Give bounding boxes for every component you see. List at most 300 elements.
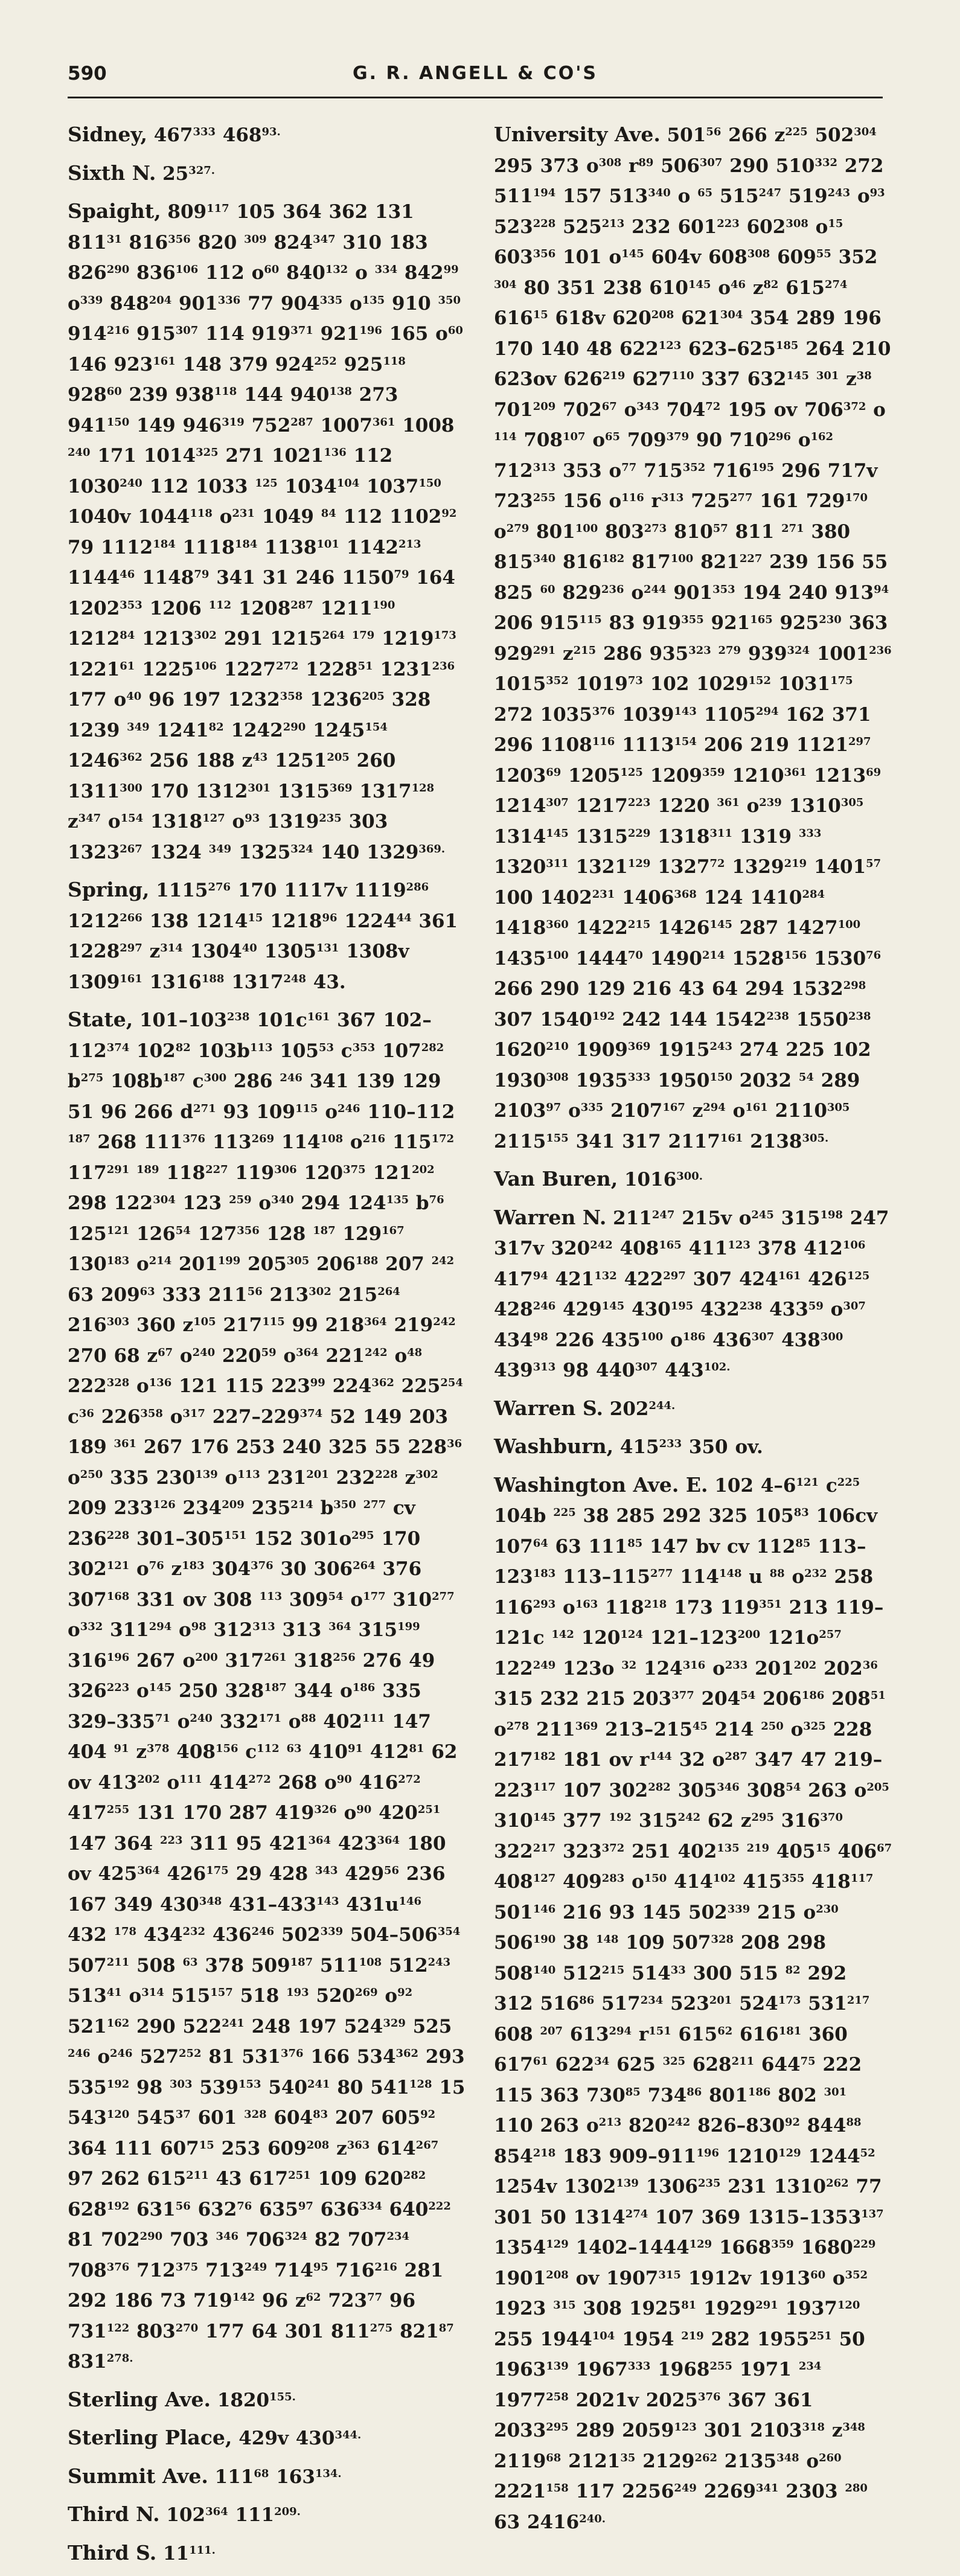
occupant-code: 76 (866, 948, 882, 962)
occupant-code: 305 (827, 1101, 850, 1114)
occupant-code: 184 (153, 537, 176, 551)
address-list: $809^{117}$ 105 364 362 131 $811^{31}$ $816^{356}$ 820 $^{309}$ $824^{347}$ 310 183 $826^{290}$ $836^{106}$ 112 $o^{60}$ $840^{132}$ o $^{334}$ $842^{99}$ $o^{339}$ $848^{204}$ $901^{336}$ 77 $904^{335}$ $o^{135}$ 910 $^{350}$ $914^{216}$ $915^{307}$ 114 $919^{371}$ $921^{196}$ 165 $o^{60}$ 146 $923^{161}$ 148 379 $924^{252}$ $925^{118}$ $928^{60}$ 239 $938^{118}$ 144 $940^{138}$ 273 $941^{150}$ 149 $946^{319}$ $752^{287}$ 1007$^{361}$ 1008 $^{240}$ 171 1014$^{325}$ 271 1021$^{136}$ 112 1030$^{240}$ 112 1033 $^{125}$ 1034$^{104}$ 1037$^{150}$ 1040v 1044$^{118}$ $o^{231}$ 1049 $^{84}$ 112 1102$^{92}$ 79 1112$^{184}$ 1118$^{184}$ 1138$^{101}$ 1142$^{213}$ 1144$^{46}$ 1148$^{79}$ 341 31 246 1150$^{79}$ 164 1202$^{353}$ 1206 $^{112}$ 1208$^{287}$ 1211$^{190}$ 1212$^{84}$ 1213$^{302}$ 291 1215$^{264}$ $^{179}$ 1219$^{173}$ 1221$^{61}$ 1225$^{106}$ 1227$^{272}$ 1228$^{51}$ 1231$^{236}$ 177 $o^{40}$ 96 197 1232$^{358}$ 1236$^{205}$ 328 1239 $^{349}$ 1241$^{82}$ 1242$^{290}$ 1245$^{154}$ 1246$^{362}$ 256 188 $z^{43}$ 1251$^{205}$ 260 1311$^{300}$ 170 1312$^{301}$ 1315$^{369}$ 1317$^{128}$ $z^{347}$ $o^{154}$ 1318$^{127}$ $o^{93}$ 1319$^{235}$ 303 1323$^{267}$ 1324 $^{349}$ 1325$^{324}$ 140 $1329^{369.}$ (68, 201, 463, 863)
address-list: $101-103^{238}$ $101c^{161}$ 367 $102-112^{374}$ $102^{82}$ $103b^{113}$ $105^{53}$ $c^{353}$ $107^{282}$ $b^{275}$ $108b^{187}$ $c^{300}$ 286 $^{246}$ 341 139 129 51 96 266 $d^{271}$ 93 $109^{115}$ $o^{246}$ 110–112 $^{187}$ 268 $111^{376}$ $113^{269}$ $114^{108}$ $o^{216}$ $115^{172}$ $117^{291}$ $^{189}$ $118^{227}$ $119^{306}$ $120^{375}$ $121^{202}$ 298 $122^{304}$ 123 $^{259}$ $o^{340}$ 294 $124^{135}$ $b^{76}$ $125^{121}$ $126^{54}$ $127^{356}$ 128 $^{187}$ $129^{167}$ $130^{183}$ $o^{214}$ $201^{199}$ $205^{305}$ $206^{188}$ 207 $^{242}$ 63 $209^{63}$ 333 $211^{56}$ $213^{302}$ $215^{264}$ $216^{303}$ 360 $z^{105}$ $217^{115}$ 99 $218^{364}$ $219^{242}$ 270 68 $z^{67}$ $o^{240}$ $220^{59}$ $o^{364}$ $221^{242}$ $o^{48}$ $222^{328}$ $o^{136}$ 121 115 $223^{99}$ $224^{362}$ $225^{254}$ $c^{36}$ $226^{358}$ $o^{317}$ $227-229^{374}$ 52 149 203 189 $^{361}$ 267 176 253 240 325 55 $228^{36}$ $o^{250}$ 335 $230^{139}$ $o^{113}$ $231^{201}$ $232^{228}$ $z^{302}$ 209 $233^{126}$ $234^{209}$ $235^{214}$ $b^{350}$ $^{277}$ cv $236^{228}$ $301-305^{151}$ 152 $301o^{295}$ 170 $302^{121}$ $o^{76}$ $z^{183}$ $304^{376}$ 30 $306^{264}$ 376 $307^{168}$ 331 ov 308 $^{113}$ $309^{54}$ $o^{177}$ $310^{277}$ $o^{332}$ $311^{294}$ $o^{98}$ $312^{313}$ 313 $^{364}$ $315^{199}$ $316^{196}$ 267 $o^{200}$ $317^{261}$ $318^{256}$ 276 49 $326^{223}$ $o^{145}$ 250 $328^{187}$ 344 $o^{186}$ 335 $329-335^{71}$ $o^{240}$ $332^{171}$ $o^{88}$ $402^{111}$ 147 404 $^{91}$ $z^{378}$ $408^{156}$ $c^{112}$ $^{63}$ $410^{91}$ $412^{81}$ 62 ov $413^{202}$ $o^{111}$ $414^{272}$ 268 $o^{90}$ $416^{272}$ $417^{255}$ 131 170 287 $419^{326}$ $o^{90}$ $420^{251}$ 147 364 $^{223}$ 311 95 $421^{364}$ $423^{364}$ 180 ov $425^{364}$ $426^{175}$ 29 428 $^{343}$ $429^{56}$ 236 167 349 $430^{348}$ $431-433^{143}$ $431u^{146}$ 432 $^{178}$ $434^{232}$ $436^{246}$ $502^{339}$ $504-506^{354}$ $507^{211}$ 508 $^{63}$ 378 $509^{187}$ $511^{108}$ $512^{243}$ $513^{41}$ $o^{314}$ $515^{157}$ 518 $^{193}$ $520^{269}$ $o^{92}$ $521^{162}$ 290 $522^{241}$ 248 197 $524^{329}$ 525 $^{246}$ $o^{246}$ $527^{252}$ 81 $531^{376}$ 166 $534^{362}$ 293 $535^{192}$ 98 $^{303}$ $539^{153}$ $540^{241}$ 80 $541^{128}$ 15 $543^{120}$ $545^{37}$ 601 $^{328}$ $604^{83}$ 207 $605^{92}$ 364 111 $607^{15}$ 253 $609^{208}$ $z^{363}$ $614^{267}$ 97 262 $615^{211}$ 43 $617^{251}$ 109 $620^{282}$ $628^{192}$ $631^{56}$ $632^{76}$ $635^{97}$ $636^{334}$ $640^{222}$ 81 $702^{290}$ 703 $^{346}$ $706^{324}$ 82 $707^{234}$ $708^{376}$ $712^{375}$ $713^{249}$ $714^{95}$ $716^{216}$ 281 292 186 73 $719^{142}$ 96 $z^{62}$ $723^{77}$ 96 $731^{122}$ $803^{270}$ 177 64 301 $811^{275}$ $821^{87}$ $831^{278.}$ (68, 1009, 466, 2373)
occupant-code: 145 (546, 826, 569, 840)
occupant-code: 106 (194, 659, 217, 673)
occupant-code: 192 (106, 2199, 130, 2213)
occupant-code: 240 (68, 446, 91, 459)
occupant-code: 306 (274, 1163, 297, 1176)
occupant-code: 301 (824, 2085, 847, 2098)
occupant-code: 223 (717, 217, 740, 230)
occupant-code: 290 (106, 263, 130, 276)
occupant-code: 368 (674, 887, 697, 901)
occupant-code: 129 (627, 857, 651, 871)
street-name: Van Buren, (494, 1167, 618, 1191)
occupant-code: 228 (375, 1468, 398, 1481)
occupant-code: 352 (546, 674, 569, 688)
occupant-code: 364 (377, 1833, 400, 1847)
occupant-code: 200 (195, 1651, 218, 1664)
occupant-code: 308 (546, 1070, 569, 1084)
address-list: $111^{68}$ $163^{134.}$ (214, 2466, 342, 2488)
occupant-code: 215 (627, 918, 651, 932)
occupant-code: 279 (506, 522, 530, 535)
occupant-code: 54 (786, 1780, 801, 1794)
directory-entry (494, 120, 892, 1157)
occupant-code: 314 (141, 1986, 164, 1999)
occupant-code: 136 (149, 1376, 172, 1390)
occupant-code: 247 (758, 187, 782, 200)
occupant-code: 139 (616, 2177, 639, 2190)
occupant-code: 234 (386, 2230, 409, 2243)
occupant-code: 358 (140, 1407, 163, 1420)
occupant-code: 121 (106, 1559, 130, 1573)
occupant-code: 55 (816, 248, 831, 261)
occupant-code: 232 (804, 1567, 827, 1580)
occupant-code: 348 (199, 1894, 222, 1908)
occupant-code: 227 (739, 552, 763, 566)
occupant-code: 352 (845, 2268, 868, 2281)
occupant-code: 307 (635, 1361, 658, 1374)
occupant-code: 120 (106, 2108, 130, 2121)
occupant-code: 195 (670, 1300, 694, 1313)
occupant-code: 95 (313, 2260, 328, 2274)
occupant-code: 62 (717, 2024, 733, 2037)
occupant-code: 277 (363, 1498, 386, 1512)
occupant-code: 85 (627, 1536, 643, 1550)
occupant-code: 73 (627, 674, 643, 688)
occupant-code: 258 (546, 2390, 569, 2403)
occupant-code: 56 (247, 1285, 263, 1298)
occupant-code: 64 (533, 1536, 548, 1550)
occupant-code: 339 (727, 1902, 750, 1916)
occupant-code: 353 (712, 583, 735, 596)
occupant-code: 151 (223, 1529, 247, 1542)
occupant-code: 304 (153, 1194, 176, 1207)
occupant-code: 63 (286, 1742, 302, 1756)
occupant-code: 171 (258, 1711, 281, 1725)
occupant-code: 216 (374, 2260, 397, 2274)
occupant-code: 205 (362, 690, 385, 703)
occupant-code: 284 (802, 887, 825, 901)
occupant-code: 68 (546, 2451, 562, 2464)
occupant-code: 270 (175, 2321, 199, 2335)
occupant-code: 100 (670, 552, 694, 566)
occupant-code: 75 (800, 2055, 816, 2068)
occupant-code: 60 (106, 385, 122, 398)
occupant-code: 273 (644, 522, 667, 535)
occupant-code: 307 (843, 1300, 866, 1313)
occupant-code: 227 (205, 1163, 228, 1176)
occupant-code: 267 (120, 842, 142, 855)
occupant-code: 262 (694, 2451, 717, 2464)
occupant-code: 154 (365, 720, 388, 733)
occupant-code: 360 (546, 918, 569, 932)
occupant-code: 369 (575, 1719, 598, 1733)
occupant-code: 349 (127, 720, 150, 733)
occupant-code: 116 (592, 735, 615, 749)
occupant-code: 238 (226, 1011, 250, 1024)
occupant-code: 326 (314, 1803, 337, 1817)
street-name: Spring, (68, 878, 150, 901)
occupant-code: 214 (149, 1254, 172, 1268)
occupant-code: 208 (546, 2268, 569, 2281)
occupant-code: 68 (254, 2467, 269, 2480)
street-name: Spaight, (68, 199, 161, 223)
occupant-code: 238 (766, 1009, 789, 1023)
occupant-code: 148 (718, 1567, 742, 1580)
street-name: Warren N. (494, 1205, 607, 1229)
occupant-code: 154 (120, 812, 144, 825)
occupant-code: 145 (786, 369, 810, 383)
occupant-code: 105 (193, 1315, 216, 1329)
occupant-code: 82 (175, 1041, 191, 1054)
occupant-code: 236 (432, 659, 455, 673)
occupant-code: 333 (798, 826, 822, 840)
occupant-code: 173 (778, 1994, 801, 2007)
street-name: Washington Ave. E. (494, 1472, 708, 1497)
occupant-code: 129 (546, 2238, 569, 2251)
occupant-code: 71 (155, 1711, 170, 1725)
occupant-code: 379 (666, 430, 690, 444)
occupant-code: 249 (533, 1658, 556, 1672)
occupant-code: 127 (533, 1872, 556, 1885)
occupant-code: 359 (771, 2238, 794, 2251)
occupant-code: 127 (202, 812, 225, 825)
occupant-code: 85 (795, 1536, 811, 1550)
occupant-code: 307 (175, 324, 199, 337)
occupant-code: 364 (308, 1833, 331, 1847)
occupant-code: 167 (382, 1224, 405, 1237)
occupant-code: 228 (106, 1529, 130, 1542)
occupant-code: 276 (208, 881, 231, 894)
occupant-code: 187 (162, 1072, 185, 1085)
occupant-code: 111. (189, 2543, 216, 2557)
occupant-code: 88 (769, 1567, 785, 1580)
occupant-code: 108 (359, 1955, 382, 1969)
occupant-code: 188 (355, 1254, 379, 1268)
occupant-code: 333 (193, 126, 216, 139)
occupant-code: 40 (242, 942, 257, 955)
occupant-code: 362 (371, 1376, 394, 1390)
occupant-code: 313 (252, 1620, 275, 1634)
occupant-code: 196 (696, 2146, 719, 2159)
occupant-code: 218 (644, 1597, 667, 1611)
directory-entry (68, 196, 466, 868)
street-name: University Ave. (494, 123, 661, 146)
occupant-code: 376 (281, 2047, 304, 2060)
occupant-code: 209. (274, 2505, 301, 2519)
occupant-code: 67 (877, 1841, 892, 1855)
occupant-code: 355 (781, 1872, 805, 1885)
occupant-code: 219 (602, 369, 626, 383)
occupant-code: 271 (193, 1102, 216, 1115)
occupant-code: 290 (139, 2230, 163, 2243)
occupant-code: 241 (307, 2077, 330, 2091)
occupant-code: 138 (329, 385, 352, 398)
occupant-code: 246 (533, 1300, 556, 1313)
occupant-code: 369 (627, 1040, 651, 1053)
occupant-code: 247 (651, 1208, 675, 1221)
occupant-code: 290 (283, 720, 306, 733)
occupant-code: 301 (248, 781, 270, 794)
occupant-code: 135 (717, 1841, 740, 1855)
occupant-code: 340 (271, 1194, 294, 1207)
occupant-code: 374 (106, 1041, 130, 1054)
occupant-code: 113 (259, 1590, 283, 1603)
directory-entry (68, 2423, 466, 2454)
occupant-code: 56 (706, 126, 722, 139)
occupant-code: 202 (793, 1658, 817, 1672)
occupant-code: 69 (546, 765, 562, 779)
occupant-code: 246 (280, 1072, 302, 1085)
occupant-code: 76 (149, 1559, 164, 1573)
occupant-code: 300. (676, 1170, 703, 1183)
occupant-code: 185 (775, 339, 799, 352)
occupant-code: 332 (80, 1620, 103, 1634)
occupant-code: 65 (697, 187, 713, 200)
occupant-code: 303 (169, 2077, 193, 2091)
occupant-code: 213 (598, 2116, 622, 2129)
occupant-code: 307 (751, 1330, 775, 1343)
occupant-code: 372 (601, 1841, 625, 1855)
occupant-code: 62 (306, 2291, 321, 2304)
occupant-code: 60 (810, 2268, 826, 2281)
occupant-code: 139 (195, 1468, 218, 1481)
occupant-code: 222 (428, 2199, 451, 2213)
occupant-code: 129 (689, 2238, 712, 2251)
address-list: $211^{247}$ 215v $o^{245}$ $315^{198}$ 247 317v $320^{242}$ $408^{165}$ $411^{123}$ 378 $412^{106}$ $417^{94}$ $421^{132}$ $422^{297}$ 307 $424^{161}$ $426^{125}$ $428^{246}$ $429^{145}$ $430^{195}$ $432^{238}$ $433^{59}$ $o^{307}$ $434^{98}$ 226 $435^{100}$ $o^{186}$ $436^{307}$ $438^{300}$ $439^{313}$ 98 $440^{307}$ $443^{102.}$ (494, 1207, 889, 1381)
directory-entry (68, 2499, 466, 2531)
occupant-code: 364 (137, 1864, 160, 1878)
occupant-code: 161 (153, 354, 176, 368)
occupant-code: 242 (590, 1239, 613, 1252)
occupant-code: 63 (182, 1955, 198, 1969)
occupant-code: 244 (644, 583, 667, 596)
occupant-code: 162 (106, 2016, 130, 2030)
occupant-code: 183 (182, 1559, 205, 1573)
occupant-code: 249 (674, 2482, 697, 2495)
occupant-code: 318 (802, 2421, 825, 2434)
occupant-code: 297 (663, 1269, 686, 1282)
occupant-code: 325 (196, 446, 219, 459)
occupant-code: 86 (686, 2085, 702, 2098)
occupant-code: 219 (746, 1841, 770, 1855)
occupant-code: 32 (621, 1658, 637, 1672)
occupant-code: 146 (398, 1894, 422, 1908)
occupant-code: 187 (313, 1224, 336, 1237)
occupant-code: 240 (120, 476, 142, 490)
occupant-code: 282 (648, 1780, 671, 1794)
occupant-code: 278 (506, 1719, 530, 1733)
occupant-code: 93 (245, 812, 260, 825)
occupant-code: 36 (78, 1407, 94, 1420)
occupant-code: 96 (322, 911, 338, 924)
occupant-code: 186 (352, 1681, 376, 1695)
occupant-code: 158 (546, 2482, 569, 2495)
occupant-code: 317 (182, 1407, 205, 1420)
occupant-code: 60 (540, 583, 555, 596)
occupant-code: 246 (110, 2047, 133, 2060)
occupant-code: 128 (411, 781, 435, 794)
occupant-code: 36 (447, 1437, 462, 1451)
occupant-code: 251 (288, 2169, 311, 2182)
occupant-code: 254 (440, 1376, 463, 1390)
occupant-code: 93. (261, 126, 281, 139)
occupant-code: 223 (160, 1833, 183, 1847)
address-list: 429v $430^{344.}$ (238, 2427, 362, 2449)
occupant-code: 175 (830, 674, 853, 688)
occupant-code: 208 (651, 308, 674, 322)
occupant-code: 76 (237, 2199, 252, 2213)
occupant-code: 282 (403, 2169, 426, 2182)
occupant-code: 240 (190, 1711, 213, 1725)
occupant-code: 87 (438, 2321, 454, 2335)
occupant-code: 231 (232, 507, 255, 520)
occupant-code: 156 (215, 1742, 238, 1756)
occupant-code: 333 (627, 1070, 651, 1084)
occupant-code: 56 (175, 2199, 191, 2213)
occupant-code: 100 (837, 918, 861, 932)
occupant-code: 324 (284, 2230, 308, 2243)
occupant-code: 361 (784, 765, 807, 779)
occupant-code: 277 (432, 1590, 455, 1603)
occupant-code: 186 (682, 1330, 706, 1343)
occupant-code: 353 (120, 598, 142, 612)
occupant-code: 94 (874, 583, 889, 596)
occupant-code: 37 (175, 2108, 191, 2121)
occupant-code: 333 (627, 2360, 651, 2373)
occupant-code: 207 (540, 2024, 563, 2037)
occupant-code: 36 (862, 1658, 878, 1672)
directory-entry (494, 1203, 892, 1386)
occupant-code: 61 (120, 659, 135, 673)
occupant-code: 348 (776, 2451, 799, 2464)
occupant-code: 94 (533, 1269, 548, 1282)
occupant-code: 336 (217, 293, 241, 307)
occupant-code: 120 (837, 2299, 860, 2312)
occupant-code: 51 (357, 659, 373, 673)
occupant-code: 302 (415, 1468, 438, 1481)
occupant-code: 209 (222, 1498, 245, 1512)
occupant-code: 308 (598, 156, 622, 169)
occupant-code: 163 (575, 1597, 598, 1611)
occupant-code: 204 (149, 293, 172, 307)
occupant-code: 179 (351, 629, 375, 642)
occupant-code: 139 (546, 2360, 569, 2373)
occupant-code: 92 (784, 2116, 800, 2129)
occupant-code: 100 (640, 1330, 664, 1343)
occupant-code: 211 (186, 2169, 209, 2182)
occupant-code: 91 (114, 1742, 129, 1756)
occupant-code: 246 (338, 1102, 360, 1115)
occupant-code: 114 (494, 430, 517, 444)
occupant-code: 196 (359, 324, 382, 337)
occupant-code: 31 (106, 232, 122, 246)
occupant-code: 54 (328, 1590, 344, 1603)
directory-entry (494, 1393, 892, 1425)
occupant-code: 83 (313, 2108, 328, 2121)
occupant-code: 194 (533, 187, 556, 200)
occupant-code: 216 (106, 324, 130, 337)
occupant-code: 256 (333, 1651, 356, 1664)
occupant-code: 255 (106, 1803, 130, 1817)
occupant-code: 61 (533, 2055, 548, 2068)
occupant-code: 343 (636, 400, 659, 413)
occupant-code: 294 (703, 1101, 726, 1114)
occupant-code: 92 (397, 1986, 413, 1999)
occupant-code: 83 (793, 1506, 809, 1520)
left-column (68, 120, 466, 2576)
occupant-code: 356 (533, 248, 556, 261)
occupant-code: 190 (372, 598, 395, 612)
occupant-code: 250 (761, 1719, 784, 1733)
street-name: Sterling Ave. (68, 2387, 211, 2411)
occupant-code: 364 (205, 2505, 228, 2519)
occupant-code: 372 (843, 400, 866, 413)
occupant-code: 84 (120, 629, 135, 642)
occupant-code: 371 (290, 324, 313, 337)
occupant-code: 112 (208, 598, 232, 612)
occupant-code: 161 (745, 1101, 768, 1114)
occupant-code: 59 (808, 1300, 824, 1313)
occupant-code: 143 (316, 1894, 339, 1908)
occupant-code: 145 (149, 1681, 172, 1695)
occupant-code: 300 (820, 1330, 843, 1343)
occupant-code: 294 (755, 705, 779, 718)
occupant-code: 118 (214, 385, 237, 398)
occupant-code: 216 (362, 1133, 386, 1146)
occupant-code: 99 (310, 1376, 325, 1390)
occupant-code: 296 (768, 430, 792, 444)
page-number: 590 (68, 63, 107, 85)
occupant-code: 112 (257, 1742, 280, 1756)
occupant-code: 238 (848, 1009, 871, 1023)
occupant-code: 88 (846, 2116, 862, 2129)
occupant-code: 344. (334, 2429, 362, 2442)
occupant-code: 34 (594, 2055, 610, 2068)
occupant-code: 57 (866, 857, 882, 871)
occupant-code: 125 (620, 765, 643, 779)
occupant-code: 151 (648, 2024, 671, 2037)
occupant-code: 369 (329, 781, 353, 794)
occupant-code: 145 (688, 278, 711, 291)
occupant-code: 340 (648, 187, 671, 200)
occupant-code: 63 (139, 1285, 155, 1298)
directory-entry (68, 2461, 466, 2493)
occupant-code: 316 (682, 1658, 706, 1672)
occupant-code: 15 (828, 217, 843, 230)
occupant-code: 275 (80, 1072, 104, 1085)
occupant-code: 205 (866, 1780, 889, 1794)
occupant-code: 223 (106, 1681, 130, 1695)
occupant-code: 190 (533, 1933, 556, 1946)
occupant-code: 187 (68, 1133, 91, 1146)
occupant-code: 240. (579, 2512, 606, 2525)
occupant-code: 125 (255, 476, 278, 490)
occupant-code: 307 (546, 796, 569, 810)
occupant-code: 38 (856, 369, 872, 383)
occupant-code: 70 (627, 948, 643, 962)
address-list: $25^{327.}$ (162, 162, 216, 185)
address-list: $202^{244.}$ (609, 1398, 676, 1420)
occupant-code: 262 (826, 2177, 849, 2190)
occupant-code: 142 (232, 2291, 255, 2304)
occupant-code: 230 (819, 613, 842, 627)
occupant-code: 82 (763, 278, 779, 291)
occupant-code: 53 (318, 1041, 334, 1054)
occupant-code: 239 (759, 796, 782, 810)
occupant-code: 122 (106, 2321, 130, 2335)
